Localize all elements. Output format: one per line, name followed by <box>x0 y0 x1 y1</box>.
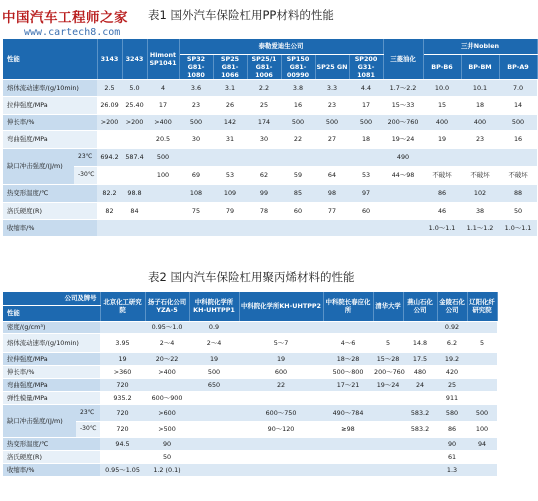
table2-col-header: 辽阳化纤研究院 <box>467 292 497 321</box>
table-cell: >200 <box>97 114 122 130</box>
table-cell: 17～21 <box>323 378 373 391</box>
table-cell <box>239 321 323 333</box>
table-row <box>3 202 537 219</box>
table-cell: 15～33 <box>383 96 423 114</box>
table-cell <box>349 148 383 166</box>
table-cell: 60 <box>349 202 383 219</box>
table-cell <box>499 148 537 166</box>
table-cell <box>189 404 239 421</box>
table-cell: 94 <box>467 437 497 450</box>
table-cell: 25 <box>247 96 281 114</box>
table-cell: 75 <box>179 202 213 219</box>
table-cell: >400 <box>147 114 179 130</box>
table-row <box>3 352 497 365</box>
table-cell: 17.5 <box>403 352 437 365</box>
table-cell: 1.2 (0.1) <box>145 463 189 476</box>
table-cell: 5 <box>467 333 497 352</box>
table-cell <box>147 184 179 202</box>
table-cell: 14.8 <box>403 333 437 352</box>
table-cell <box>323 450 373 463</box>
table-cell <box>323 391 373 404</box>
row-label: 弯曲强度/MPa <box>3 378 100 391</box>
table-cell <box>373 391 403 404</box>
table2-col-header: 燕山石化公司 <box>403 292 437 321</box>
table-row <box>3 391 497 404</box>
table2-col-header: 中科院化学所KH-UHTPP2 <box>239 292 323 321</box>
table-row <box>3 463 497 476</box>
table-cell: 142 <box>213 114 247 130</box>
table-cell: 19.2 <box>437 352 467 365</box>
table-cell <box>467 450 497 463</box>
table-cell: 97 <box>349 184 383 202</box>
table-cell: 0.95～1.0 <box>145 321 189 333</box>
table-cell <box>100 450 145 463</box>
table-cell: 100 <box>147 166 179 184</box>
table-cell: 500 <box>147 148 179 166</box>
table-cell: 500 <box>179 114 213 130</box>
table-row <box>3 450 497 463</box>
table1-body <box>3 79 537 236</box>
site-url-watermark: www.cartech8.com <box>24 27 121 38</box>
table-cell <box>373 463 403 476</box>
row-label: 熔体流动速率/(g/10min) <box>3 333 100 352</box>
row-label: 缺口冲击强度/(J/m) <box>3 404 76 437</box>
table-row <box>3 114 537 130</box>
table-cell: 600～900 <box>145 391 189 404</box>
table-row <box>3 166 537 184</box>
table-cell: 84 <box>122 202 147 219</box>
table-cell <box>373 450 403 463</box>
table-cell: 694.2 <box>97 148 122 166</box>
row-label: 收缩率/% <box>3 463 100 476</box>
table-row <box>3 79 537 96</box>
table-cell: 20.5 <box>147 130 179 148</box>
table1 <box>3 39 538 237</box>
table-cell: 16 <box>499 130 537 148</box>
row-label: 热变形温度/℃ <box>3 437 100 450</box>
row-sublabel: -30℃ <box>74 166 97 184</box>
table-cell: 400 <box>423 114 461 130</box>
table-cell: 不破坏 <box>461 166 499 184</box>
table-cell: 490 <box>383 148 423 166</box>
table-cell <box>403 450 437 463</box>
table-cell: 4 <box>147 79 179 96</box>
table-cell <box>189 437 239 450</box>
table1-col-header: SP32 G81-1080 <box>179 54 213 79</box>
table-cell: 不破坏 <box>423 166 461 184</box>
table1-corner: 性能 <box>3 39 97 79</box>
row-label: 熔体流动速率/(g/10min) <box>3 79 97 96</box>
table-cell: 19 <box>189 352 239 365</box>
table-cell: 10.0 <box>423 79 461 96</box>
table-cell: 490～784 <box>323 404 373 421</box>
table-cell: 5～7 <box>239 333 323 352</box>
table-cell: 16 <box>281 96 315 114</box>
table-cell: 15～28 <box>373 352 403 365</box>
table-cell: >600 <box>145 404 189 421</box>
table1-col-header: 三菱油化 <box>383 39 423 79</box>
table-cell: 935.2 <box>100 391 145 404</box>
row-label: 洛氏硬度(R) <box>3 450 100 463</box>
table-row <box>3 333 497 352</box>
table-cell <box>461 148 499 166</box>
table-cell: 77 <box>315 202 349 219</box>
row-label: 伸长率/% <box>3 365 100 378</box>
table-cell: 17 <box>349 96 383 114</box>
table-cell: 90～120 <box>239 421 323 437</box>
table-cell: 30 <box>179 130 213 148</box>
table-cell: 18 <box>461 96 499 114</box>
table-cell: 4～6 <box>323 333 373 352</box>
table-cell <box>467 463 497 476</box>
table-cell: 26.09 <box>97 96 122 114</box>
table1-title: 表1 国外汽车保险杠用PP材料的性能 <box>148 8 334 22</box>
table-cell: 2～4 <box>145 333 189 352</box>
row-sublabel: 23℃ <box>76 404 100 421</box>
table-cell: 64 <box>315 166 349 184</box>
table-cell <box>145 378 189 391</box>
table-row <box>3 184 537 202</box>
table-cell: 60 <box>281 202 315 219</box>
table-cell: 480 <box>403 365 437 378</box>
table-cell: 3.1 <box>213 79 247 96</box>
table-cell <box>467 365 497 378</box>
table-cell: 53 <box>349 166 383 184</box>
table-cell <box>179 219 213 236</box>
table-cell: 31 <box>213 130 247 148</box>
table-cell: 50 <box>145 450 189 463</box>
table-cell: 85 <box>281 184 315 202</box>
table2-corner-company: 公司及牌号 <box>3 292 100 305</box>
table-cell: 5 <box>373 333 403 352</box>
table1-col-header: BP-BM <box>461 54 499 79</box>
row-label: 弹性模量/MPa <box>3 391 100 404</box>
table-row <box>3 437 497 450</box>
table-cell <box>239 463 323 476</box>
table1-col-header: SP25 G81-1066 <box>213 54 247 79</box>
table-cell: 600～750 <box>239 404 323 421</box>
row-label: 伸长率/% <box>3 114 97 130</box>
table-cell: 583.2 <box>403 421 437 437</box>
row-sublabel: -30℃ <box>76 421 100 437</box>
table-cell: 86 <box>423 184 461 202</box>
table-cell: 22 <box>239 378 323 391</box>
table-cell: 18 <box>349 130 383 148</box>
table-cell: 38 <box>461 202 499 219</box>
table2-col-header: 金陵石化公司 <box>437 292 467 321</box>
table-cell <box>373 404 403 421</box>
table-cell: 400 <box>461 114 499 130</box>
table-cell: 23 <box>179 96 213 114</box>
table-cell <box>97 166 122 184</box>
table-cell: 53 <box>213 166 247 184</box>
table-cell <box>213 148 247 166</box>
table-cell <box>189 391 239 404</box>
table-cell <box>315 148 349 166</box>
table-cell: 18～28 <box>323 352 373 365</box>
table-cell <box>189 450 239 463</box>
table-cell: >200 <box>122 114 147 130</box>
row-label: 缺口冲击强度/(J/m) <box>3 148 74 184</box>
table-cell: 94.5 <box>100 437 145 450</box>
table-cell: 50 <box>499 202 537 219</box>
table-cell: 10.1 <box>461 79 499 96</box>
table-cell: 200～760 <box>373 365 403 378</box>
table-cell: 583.2 <box>403 404 437 421</box>
table-cell: 911 <box>437 391 467 404</box>
table-cell: 25 <box>437 378 467 391</box>
table-cell: 82.2 <box>97 184 122 202</box>
table-cell <box>97 130 122 148</box>
table-cell: 23 <box>315 96 349 114</box>
table-cell: 90 <box>437 437 467 450</box>
table-cell: 27 <box>315 130 349 148</box>
table-cell: 174 <box>247 114 281 130</box>
table-cell: >500 <box>145 421 189 437</box>
table-cell: 3.3 <box>315 79 349 96</box>
row-label: 密度/(g/cm³) <box>3 321 100 333</box>
table-cell: 22 <box>281 130 315 148</box>
table-cell: 720 <box>100 404 145 421</box>
table-cell: 109 <box>213 184 247 202</box>
table-cell <box>467 352 497 365</box>
table1-col-header: SP25 GN <box>315 54 349 79</box>
table-cell: 19 <box>423 130 461 148</box>
table-cell <box>239 437 323 450</box>
table-cell: 14 <box>499 96 537 114</box>
table-cell <box>349 219 383 236</box>
table-cell: 1.7～2.2 <box>383 79 423 96</box>
row-label: 收缩率/% <box>3 219 97 236</box>
table-cell <box>147 202 179 219</box>
row-label: 热变形温度/℃ <box>3 184 97 202</box>
table-cell: 0.95～1.05 <box>100 463 145 476</box>
table-cell <box>423 148 461 166</box>
table-cell <box>247 219 281 236</box>
table-cell <box>383 219 423 236</box>
table-cell: 500 <box>189 365 239 378</box>
table-cell: 19～24 <box>373 378 403 391</box>
table-cell: 580 <box>437 404 467 421</box>
table-cell: 90 <box>145 437 189 450</box>
table-row <box>3 148 537 166</box>
table-cell: 98.8 <box>122 184 147 202</box>
table-cell <box>122 130 147 148</box>
table2-title: 表2 国内汽车保险杠用聚丙烯材料的性能 <box>148 270 355 284</box>
table1-col-header: BP-B6 <box>423 54 461 79</box>
table-cell: 0.92 <box>437 321 467 333</box>
table-cell: 108 <box>179 184 213 202</box>
table-cell: 100 <box>467 421 497 437</box>
table-cell: 不破坏 <box>499 166 537 184</box>
table-cell: 6.2 <box>437 333 467 352</box>
table-cell <box>189 463 239 476</box>
table1-group-header: 泰勒爱迪生公司 <box>179 39 383 54</box>
table-cell: 2.5 <box>97 79 122 96</box>
table-cell <box>281 219 315 236</box>
table-cell: 500 <box>315 114 349 130</box>
table-cell: 587.4 <box>122 148 147 166</box>
table2-col-header: 中科院化学所KH-UHTPP1 <box>189 292 239 321</box>
table-cell: 17 <box>147 96 179 114</box>
table-cell: 25.40 <box>122 96 147 114</box>
table-cell: 19～24 <box>383 130 423 148</box>
table-cell <box>122 166 147 184</box>
table-cell <box>403 437 437 450</box>
table-cell: 3.95 <box>100 333 145 352</box>
row-label: 弯曲强度/MPa <box>3 130 97 148</box>
table-cell: 650 <box>189 378 239 391</box>
table-cell <box>467 391 497 404</box>
table-cell: 98 <box>315 184 349 202</box>
table-row <box>3 219 537 236</box>
table2 <box>3 292 498 477</box>
table-cell: 420 <box>437 365 467 378</box>
table1-col-header: SP200 G31-1081 <box>349 54 383 79</box>
table-cell <box>122 219 147 236</box>
table-cell: 102 <box>461 184 499 202</box>
table-cell <box>213 219 247 236</box>
table-cell: 4.4 <box>349 79 383 96</box>
table-cell <box>403 391 437 404</box>
table-cell <box>239 450 323 463</box>
table1-col-header: Himont SP1041 <box>147 39 179 79</box>
table-cell <box>189 421 239 437</box>
table-row <box>3 365 497 378</box>
table-cell <box>247 148 281 166</box>
table-cell: 500 <box>499 114 537 130</box>
table-cell: 23 <box>461 130 499 148</box>
table-cell: 59 <box>281 166 315 184</box>
table-cell <box>239 391 323 404</box>
table-cell <box>315 219 349 236</box>
table-cell: 2～4 <box>189 333 239 352</box>
table-cell: 500 <box>467 404 497 421</box>
table-cell: 24 <box>403 378 437 391</box>
table-cell: ≥98 <box>323 421 373 437</box>
table-cell: 26 <box>213 96 247 114</box>
table-cell: 61 <box>437 450 467 463</box>
table-cell <box>97 219 122 236</box>
table2-corner-property: 性能 <box>3 305 100 321</box>
table-cell: 46 <box>423 202 461 219</box>
table-cell: 19 <box>239 352 323 365</box>
table-cell: 30 <box>247 130 281 148</box>
table-cell: 44～98 <box>383 166 423 184</box>
table-cell: 2.2 <box>247 79 281 96</box>
table-cell: 5.0 <box>122 79 147 96</box>
table-cell <box>323 463 373 476</box>
table-cell: 86 <box>437 421 467 437</box>
table2-col-header: 扬子石化公司YZA-5 <box>145 292 189 321</box>
row-label: 拉伸强度/MPa <box>3 352 100 365</box>
table-cell: 200～760 <box>383 114 423 130</box>
table-row <box>3 421 497 437</box>
table-cell <box>403 463 437 476</box>
table-cell: 78 <box>247 202 281 219</box>
table-cell: 79 <box>213 202 247 219</box>
table-cell: 88 <box>499 184 537 202</box>
table-cell <box>179 148 213 166</box>
table-cell: 500 <box>281 114 315 130</box>
table-cell <box>323 321 373 333</box>
table2-col-header: 北京化工研究院 <box>100 292 145 321</box>
table1-col-header: SP150 G81-00990 <box>281 54 315 79</box>
table-cell <box>373 321 403 333</box>
table-cell <box>383 184 423 202</box>
table-cell: 19 <box>100 352 145 365</box>
table2-col-header: 清华大学 <box>373 292 403 321</box>
table-cell <box>467 321 497 333</box>
table-cell <box>100 321 145 333</box>
table2-body <box>3 321 497 476</box>
table-cell: 720 <box>100 421 145 437</box>
table-cell: 0.9 <box>189 321 239 333</box>
table-cell <box>147 219 179 236</box>
table-cell: 3.6 <box>179 79 213 96</box>
table-cell: 69 <box>179 166 213 184</box>
table-cell: 62 <box>247 166 281 184</box>
table1-group-header: 三井Noblen <box>423 39 537 54</box>
table1-col-header: 3143 <box>97 39 122 79</box>
table-cell <box>323 437 373 450</box>
row-label: 拉伸强度/MPa <box>3 96 97 114</box>
table-cell: 720 <box>100 378 145 391</box>
table-row <box>3 321 497 333</box>
table-cell: 600 <box>239 365 323 378</box>
table-cell: >360 <box>100 365 145 378</box>
table1-col-header: SP25/1 G81-1006 <box>247 54 281 79</box>
table-cell <box>281 148 315 166</box>
table1-col-header: BP-A9 <box>499 54 537 79</box>
table-cell: 20～22 <box>145 352 189 365</box>
row-label: 洛氏硬度(R) <box>3 202 97 219</box>
table-cell: 1.3 <box>437 463 467 476</box>
table-cell: >400 <box>145 365 189 378</box>
table2-col-header: 中科院长春应化所 <box>323 292 373 321</box>
table-cell: 82 <box>97 202 122 219</box>
table-row <box>3 378 497 391</box>
table-cell: 7.0 <box>499 79 537 96</box>
table-cell <box>383 202 423 219</box>
table-cell: 1.0～1.1 <box>499 219 537 236</box>
table-row <box>3 404 497 421</box>
table-row <box>3 130 537 148</box>
table-row <box>3 96 537 114</box>
table-cell: 99 <box>247 184 281 202</box>
table-cell: 500 <box>349 114 383 130</box>
table-cell: 1.1～1.2 <box>461 219 499 236</box>
table-cell <box>373 437 403 450</box>
table-cell: 1.0～1.1 <box>423 219 461 236</box>
table-cell: 500～800 <box>323 365 373 378</box>
table-cell: 15 <box>423 96 461 114</box>
table-cell <box>403 321 437 333</box>
table-cell <box>467 378 497 391</box>
table-cell: 3.8 <box>281 79 315 96</box>
table1-col-header: 3243 <box>122 39 147 79</box>
table-cell <box>373 421 403 437</box>
row-sublabel: 23℃ <box>74 148 97 166</box>
site-logo: 中国汽车工程师之家 <box>2 10 128 26</box>
